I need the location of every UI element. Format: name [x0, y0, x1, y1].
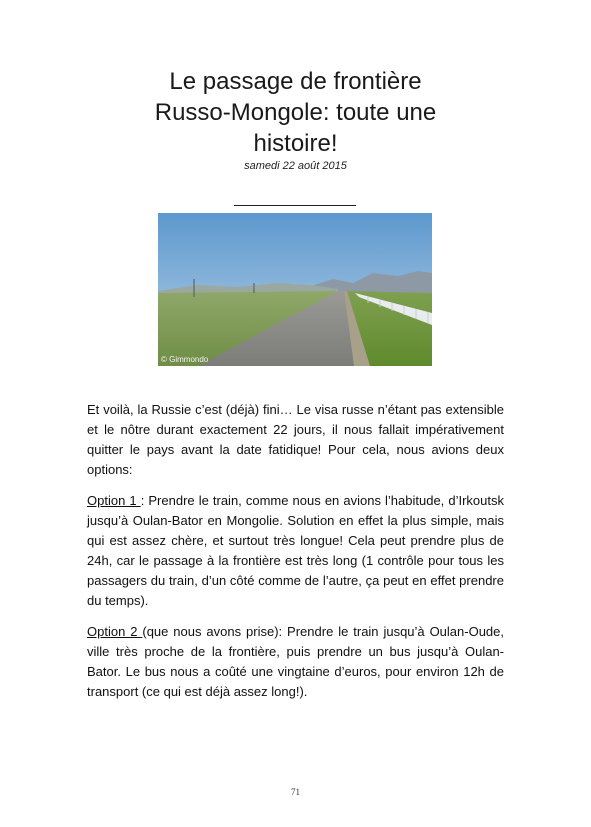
- photo-credit: © Gimmondo: [161, 355, 209, 364]
- option-1-text: : Prendre le train, comme nous en avions l’habitude, d’Irkoutsk jusqu’à Oulan-Bator en Mongolie. Solution en effet la plus simple, mais qui est assez chère, et surtout très longue! Cela peut prendre plus de 24h, car le passage à la frontière est très long (1 contrôle pour tous les passagers du train, d’un côté comme de l’autre, ça peut en effet prendre du temps).: [87, 493, 504, 608]
- road-photo: [158, 213, 432, 366]
- paragraph-option-2: [87, 622, 504, 702]
- title-line-2: Russo-Mongole: toute une: [154, 99, 437, 126]
- option-2-text: (que nous avons prise): Prendre le train jusqu’à Oulan-Oude, ville très proche de la frontière, puis prendre un bus jusqu’à Oulan-Bator. Le bus nous a coûté une vingtaine d’euros, pour environ 12h de transport (ce qui est déjà assez long!).: [87, 624, 504, 699]
- page-number: 71: [291, 787, 300, 797]
- option-1-label: Option 1: [87, 493, 141, 508]
- page-title: [90, 66, 501, 159]
- title-divider: [234, 205, 356, 206]
- post-date: samedi 22 août 2015: [244, 160, 347, 172]
- road-landscape-image: [158, 213, 432, 366]
- title-line-1: Le passage de frontière: [169, 68, 422, 95]
- paragraph-intro: Et voilà, la Russie c’est (déjà) fini… Le visa russe n’étant pas extensible et le nôtre durant exactement 22 jours, il nous fallait impérativement quitter le pays avant la date fatidique! Pour cela, nous avions deux options:: [87, 402, 504, 477]
- paragraph-option-1: [87, 491, 504, 611]
- option-2-label: Option 2: [87, 624, 143, 639]
- title-line-3: histoire!: [253, 130, 338, 157]
